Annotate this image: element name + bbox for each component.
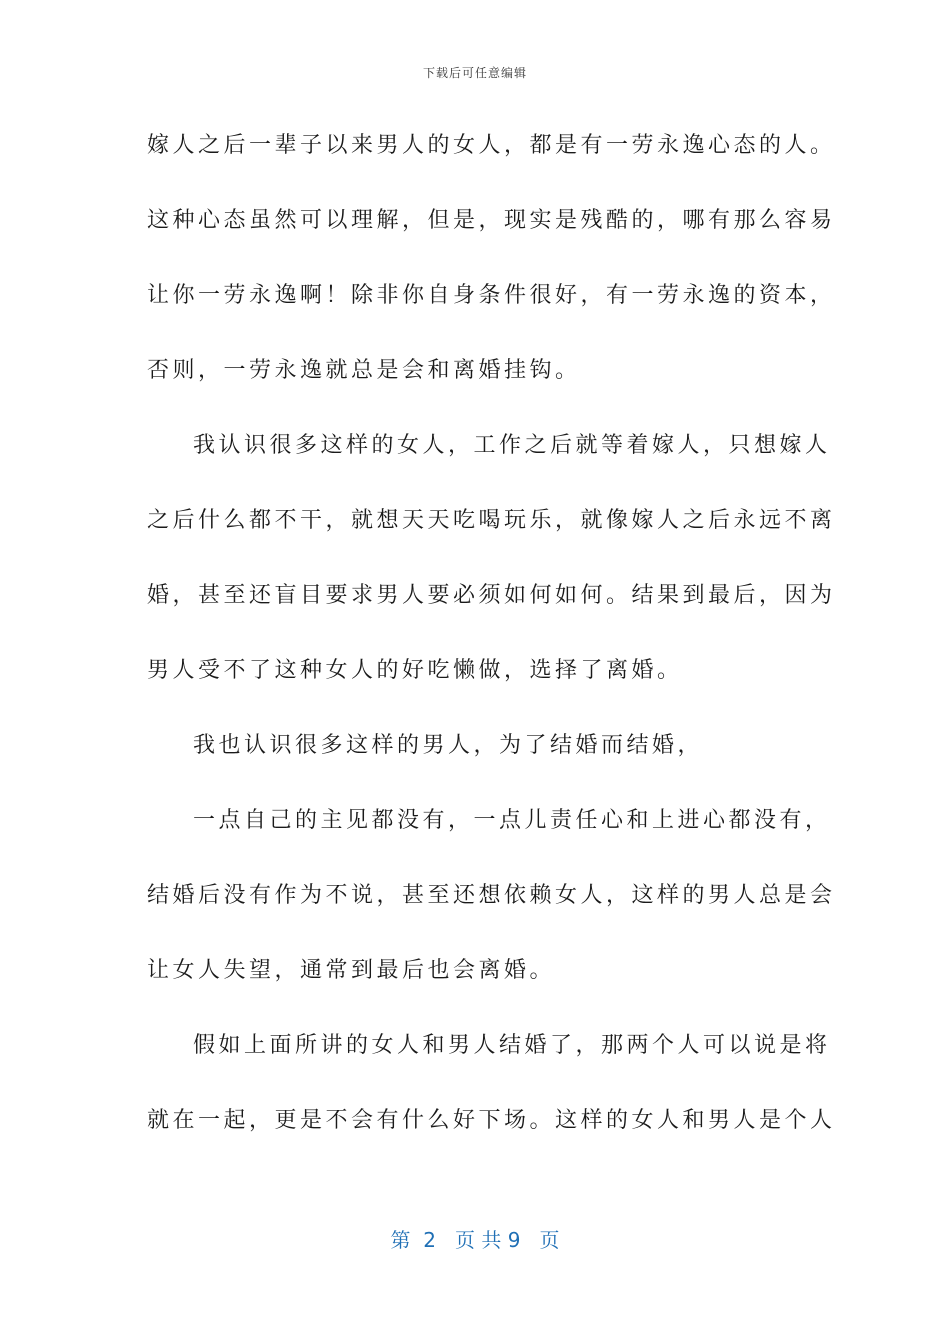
paragraph-start-line: 我认识很多这样的女人，工作之后就等着嫁人，只想嫁人 bbox=[193, 433, 831, 458]
text-line: 否则，一劳永逸就总是会和离婚挂钩。 bbox=[147, 358, 581, 383]
page-number-footer: 第 2 页 共 9 页 bbox=[390, 1228, 560, 1252]
paragraph-start-line: 我也认识很多这样的男人，为了结婚而结婚， bbox=[193, 733, 704, 758]
text-line: 让女人失望，通常到最后也会离婚。 bbox=[147, 958, 556, 983]
text-line: 这种心态虽然可以理解，但是，现实是残酷的，哪有那么容易 bbox=[147, 208, 836, 233]
paragraph-start-line: 假如上面所讲的女人和男人结婚了，那两个人可以说是将 bbox=[193, 1033, 831, 1058]
document-body bbox=[147, 120, 836, 1170]
page-header: 下载后可任意编辑 bbox=[422, 66, 527, 80]
text-line: 之后什么都不干，就想天天吃喝玩乐，就像嫁人之后永远不离 bbox=[147, 508, 836, 533]
text-line: 让你一劳永逸啊！除非你自身条件很好，有一劳永逸的资本， bbox=[147, 283, 836, 308]
text-line: 结婚后没有作为不说，甚至还想依赖女人，这样的男人总是会 bbox=[147, 883, 836, 908]
text-line: 婚，甚至还盲目要求男人要必须如何如何。结果到最后，因为 bbox=[147, 583, 836, 608]
text-line: 嫁人之后一辈子以来男人的女人，都是有一劳永逸心态的人。 bbox=[147, 133, 836, 158]
text-line: 就在一起，更是不会有什么好下场。这样的女人和男人是个人 bbox=[147, 1108, 836, 1133]
paragraph-start-line: 一点自己的主见都没有，一点儿责任心和上进心都没有， bbox=[193, 808, 831, 833]
text-line: 男人受不了这种女人的好吃懒做，选择了离婚。 bbox=[147, 658, 683, 683]
